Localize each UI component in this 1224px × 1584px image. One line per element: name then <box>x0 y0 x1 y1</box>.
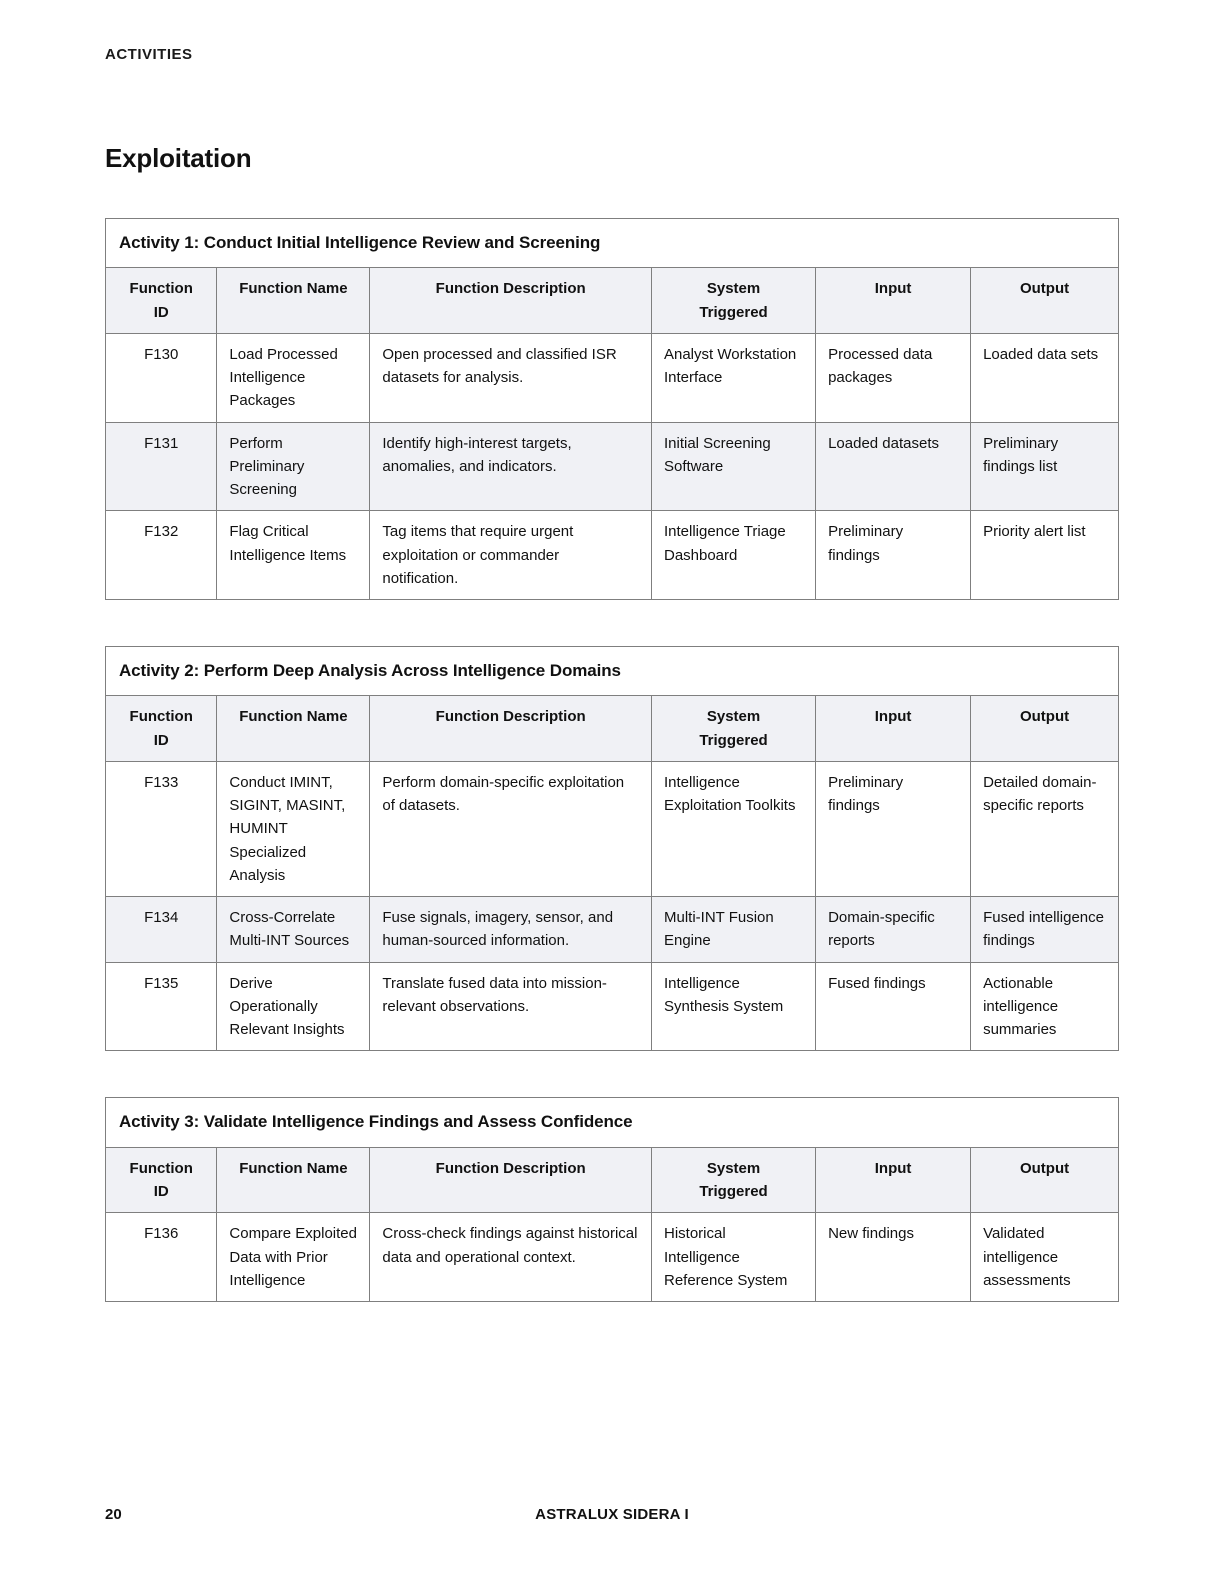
table-row <box>106 1213 1119 1302</box>
column-header: Input <box>816 268 971 334</box>
column-header: System Triggered <box>651 696 815 762</box>
input-cell: Preliminary findings <box>816 511 971 600</box>
input-cell: Domain-specific reports <box>816 897 971 963</box>
system-triggered-cell: Multi-INT Fusion Engine <box>651 897 815 963</box>
system-triggered-cell: Intelligence Triage Dashboard <box>651 511 815 600</box>
input-cell: Fused findings <box>816 962 971 1051</box>
table-title: Activity 3: Validate Intelligence Findings and Assess Confidence <box>106 1098 1119 1147</box>
column-header: Input <box>816 696 971 762</box>
function-name-cell: Derive Operationally Relevant Insights <box>217 962 370 1051</box>
column-header: Function Description <box>370 268 652 334</box>
function-id-cell: F135 <box>106 962 217 1051</box>
column-header: Function ID <box>106 268 217 334</box>
table-row <box>106 761 1119 896</box>
page-title: Exploitation <box>105 143 252 173</box>
column-header: Function Name <box>217 696 370 762</box>
column-header: Function ID <box>106 696 217 762</box>
function-name-cell: Compare Exploited Data with Prior Intelligence <box>217 1213 370 1302</box>
table-row <box>106 333 1119 422</box>
output-cell: Validated intelligence assessments <box>971 1213 1119 1302</box>
system-triggered-cell: Intelligence Synthesis System <box>651 962 815 1051</box>
function-id-cell: F133 <box>106 761 217 896</box>
function-name-cell: Load Processed Intelligence Packages <box>217 333 370 422</box>
function-description-cell: Identify high-interest targets, anomalies, and indicators. <box>370 422 652 511</box>
input-cell: Loaded datasets <box>816 422 971 511</box>
input-cell: Preliminary findings <box>816 761 971 896</box>
function-id-cell: F136 <box>106 1213 217 1302</box>
output-cell: Fused intelligence findings <box>971 897 1119 963</box>
table-title: Activity 2: Perform Deep Analysis Across Intelligence Domains <box>106 647 1119 696</box>
system-triggered-cell: Intelligence Exploitation Toolkits <box>651 761 815 896</box>
page-content <box>105 0 1119 1302</box>
output-cell: Actionable intelligence summaries <box>971 962 1119 1051</box>
table-row <box>106 422 1119 511</box>
column-header: Output <box>971 268 1119 334</box>
column-header: Function Name <box>217 268 370 334</box>
function-name-cell: Conduct IMINT, SIGINT, MASINT, HUMINT Specialized Analysis <box>217 761 370 896</box>
output-cell: Loaded data sets <box>971 333 1119 422</box>
function-description-cell: Fuse signals, imagery, sensor, and human-sourced information. <box>370 897 652 963</box>
function-description-cell: Tag items that require urgent exploitation or commander notification. <box>370 511 652 600</box>
function-id-cell: F130 <box>106 333 217 422</box>
column-header: System Triggered <box>651 1147 815 1213</box>
column-header: Input <box>816 1147 971 1213</box>
activity-table <box>105 1097 1119 1302</box>
table-row <box>106 511 1119 600</box>
activity-table <box>105 646 1119 1051</box>
column-header: Output <box>971 1147 1119 1213</box>
function-description-cell: Perform domain-specific exploitation of datasets. <box>370 761 652 896</box>
function-description-cell: Cross-check findings against historical data and operational context. <box>370 1213 652 1302</box>
function-name-cell: Cross-Correlate Multi-INT Sources <box>217 897 370 963</box>
output-cell: Preliminary findings list <box>971 422 1119 511</box>
table-row <box>106 897 1119 963</box>
input-cell: Processed data packages <box>816 333 971 422</box>
page-eyebrow: ACTIVITIES <box>105 46 193 63</box>
function-name-cell: Perform Preliminary Screening <box>217 422 370 511</box>
column-header: System Triggered <box>651 268 815 334</box>
column-header: Function Description <box>370 696 652 762</box>
footer-doc-title: ASTRALUX SIDERA I <box>535 1506 689 1523</box>
input-cell: New findings <box>816 1213 971 1302</box>
system-triggered-cell: Initial Screening Software <box>651 422 815 511</box>
activity-table <box>105 218 1119 600</box>
column-header: Function Name <box>217 1147 370 1213</box>
output-cell: Detailed domain-specific reports <box>971 761 1119 896</box>
function-id-cell: F134 <box>106 897 217 963</box>
function-id-cell: F131 <box>106 422 217 511</box>
function-id-cell: F132 <box>106 511 217 600</box>
activity-tables-container <box>105 218 1119 1302</box>
output-cell: Priority alert list <box>971 511 1119 600</box>
function-name-cell: Flag Critical Intelligence Items <box>217 511 370 600</box>
function-description-cell: Translate fused data into mission-relevant observations. <box>370 962 652 1051</box>
table-row <box>106 962 1119 1051</box>
column-header: Function ID <box>106 1147 217 1213</box>
system-triggered-cell: Historical Intelligence Reference System <box>651 1213 815 1302</box>
column-header: Function Description <box>370 1147 652 1213</box>
table-title: Activity 1: Conduct Initial Intelligence Review and Screening <box>106 219 1119 268</box>
column-header: Output <box>971 696 1119 762</box>
system-triggered-cell: Analyst Workstation Interface <box>651 333 815 422</box>
function-description-cell: Open processed and classified ISR datasets for analysis. <box>370 333 652 422</box>
page-number: 20 <box>105 1506 122 1523</box>
page-footer <box>105 1506 1119 1523</box>
